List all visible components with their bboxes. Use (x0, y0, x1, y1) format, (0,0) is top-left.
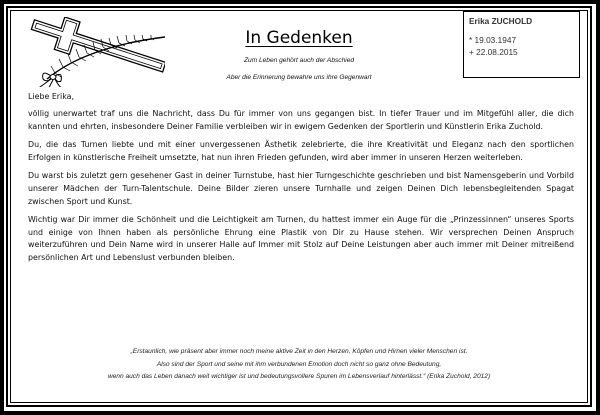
quote-line-1: „Erstaunlich, wie präsent aber immer noch meine aktive Zeit in den Herzen, Köpfen und Hirnen vieler Menschen ist. (130, 348, 468, 355)
subtitle-line-1: Zum Leben gehört auch der Abschied (243, 57, 355, 64)
letter-greeting: Liebe Erika, (28, 92, 75, 101)
letter-paragraph-3: Du warst bis zuletzt gern gesehener Gast in deiner Turnstube, hast hier Turngeschichte geschrieben und bist Namensgeberin und Vorbild unserer Mädchen der Turn-Talentschule. Deine Bilder zieren unsere Turnhalle und zeigen Deinen Dich lebensbegleitenden Spagat zwischen Sport und Kunst. (28, 170, 574, 206)
letter-paragraph-4: Wichtig war Dir immer die Schönheit und die Leichtigkeit am Turnen, du hattest immer ein Auge für die „Prinzessinnen“ unseres Sports und einige von Ihnen haben als persönliche Ehrung eine Plastik von Dir zu Hause stehen. Wir versprechen Deinen Anspruch weiterzuführen und Dein Name wird in unserer Halle auf Immer mit Stolz auf Deine Leistungen aber auch immer mit Deiner mitreißend persönlichen Art und Lebenslust verbunden bleiben. (28, 214, 574, 263)
quote-line-3: wenn auch das Leben danach weit wichtiger ist und bedeutungsvollere Spuren im Lebensverlauf hinterlässt.“ (Erika Zuchold, 2012) (107, 373, 491, 380)
death-date: + 22.08.2015 (469, 47, 518, 57)
letter-body (28, 91, 574, 271)
letter-paragraph-2: Du, die das Turnen liebte und mit einer unvergessenen Ästhetik zelebrierte, die ihre Kreativität und Eleganz nach den sportlichen Erfolgen in künstlerische Freiheit umsetzte, hat nun ihren Frieden gefunden, wird aber immer in unseren Herzen weiterleben. (28, 139, 574, 162)
birth-date: * 19.03.1947 (469, 35, 517, 45)
memorial-page (11, 11, 587, 402)
closing-quote (11, 346, 587, 384)
title-text: In Gedenken (245, 28, 353, 48)
name-dates-box (463, 11, 580, 78)
deceased-name: Erika ZUCHOLD (469, 16, 533, 26)
subtitle-line-2: Aber die Erinnerung bewahre uns ihre Gegenwart (226, 74, 372, 81)
letter-paragraph-1: völlig unerwartet traf uns die Nachricht, dass Du für immer von uns gegangen bist. In tiefer Trauer und im Mitgefühl aller, die dich kannten und ehrten, insbesondere Deiner Familie verbleiben wir in ewigem Gedenken der Sportlerin und Künstlerin Erika Zuchold. (28, 108, 574, 131)
quote-line-2: Also sind der Sport und seine mit ihm verbundenen Emotion doch nicht so ganz ohne Bedeutung, (156, 360, 442, 368)
